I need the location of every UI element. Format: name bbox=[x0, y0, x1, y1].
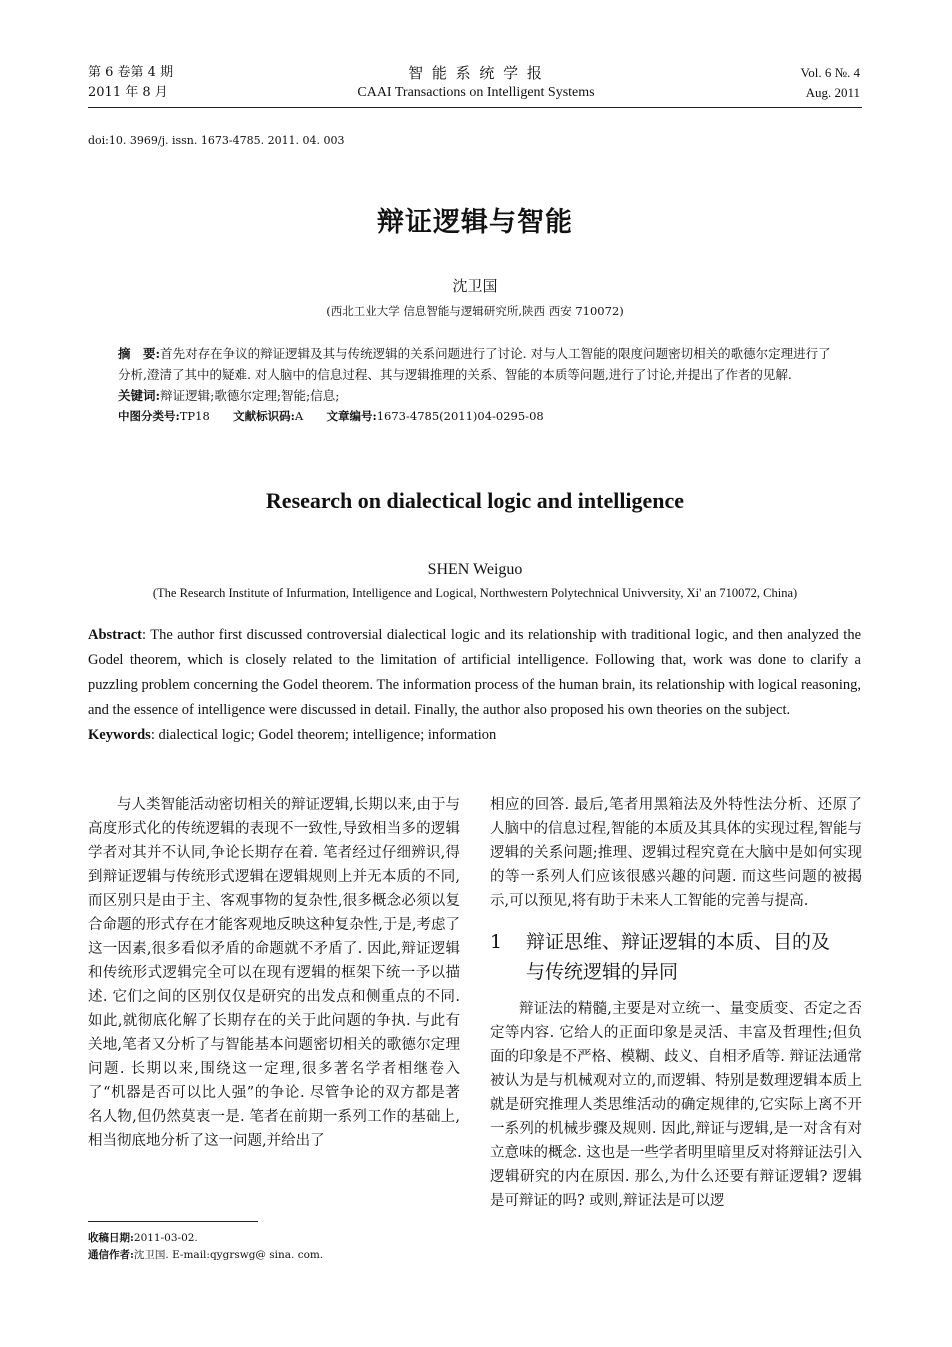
body-right-column bbox=[490, 793, 862, 1213]
doi: doi:10. 3969/j. issn. 1673-4785. 2011. 04. 003 bbox=[88, 134, 345, 147]
header-right bbox=[801, 63, 860, 103]
corresponding-author bbox=[88, 1247, 460, 1264]
page-title-en: Research on dialectical logic and intelligence bbox=[265, 488, 685, 513]
page-title-cn: 辩证逻辑与智能 bbox=[377, 207, 573, 238]
class-label: 中图分类号: bbox=[118, 409, 180, 423]
author-cn: 沈卫国 bbox=[452, 277, 498, 295]
corresp-label: 通信作者: bbox=[88, 1249, 134, 1261]
footnote-rule bbox=[88, 1221, 258, 1222]
section-heading bbox=[490, 927, 862, 987]
abstract-cn-label: 摘 要: bbox=[118, 346, 161, 361]
author-en: SHEN Weiguo bbox=[427, 561, 523, 578]
journal-volume-issue: 第 6 卷第 4 期 bbox=[88, 65, 174, 80]
body-paragraph: 相应的回答. 最后,笔者用黑箱法及外特性法分析、还原了人脑中的信息过程,智能的本质及其具体的实现过程,智能与逻辑的关系问题;推理、逻辑过程究竟在大脑中是如何实现的等一系列人们应该很感兴趣的问题. 而这些问题的被揭示,可以预见,将有助于未来人工智能的完善与提高. bbox=[490, 797, 862, 909]
keywords-en-text: : dialectical logic; Godel theorem; intelligence; information bbox=[150, 727, 497, 743]
volume-en: Vol. 6 №. 4 bbox=[800, 65, 860, 80]
abstract-cn bbox=[118, 343, 838, 427]
keywords-cn-text: 辩证逻辑;歌德尔定理;智能;信息; bbox=[160, 388, 340, 403]
journal-name-en: CAAI Transactions on Intelligent Systems bbox=[357, 85, 595, 100]
header-center bbox=[288, 63, 664, 103]
body-paragraph: 与人类智能活动密切相关的辩证逻辑,长期以来,由于与高度形式化的传统逻辑的表现不一致性,导致相当多的逻辑学者对其并不认同,争论长期存在着. 笔者经过仔细辨识,得到辩证逻辑与传统形式逻辑在逻辑规则上并无本质的不同,而区别只是由于主、客观事物的复杂性,很多概念必须以复合命题的形式存在才能客观地反映这种复杂性,于是,考虑了这一因素,很多看似矛盾的命题就不矛盾了. 因此,辩证逻辑和传统形式逻辑完全可以在现有逻辑的框架下统一予以描述. 它们之间的区别仅仅是研究的出发点和侧重点的不同. 如此,就彻底化解了长期存在的关于此问题的争执. 与此有关地,笔者又分析了与智能基本问题密切相关的歌德尔定理问题. 长期以来,围绕这一定理,很多著名学者相继卷入了“机器是否可以比人强”的争论. 尽管争论的双方都是著名人物,但仍然莫衷一是. 笔者在前期一系列工作的基础上,相当彻底地分析了这一问题,并给出了 bbox=[88, 797, 460, 1149]
body-left-column bbox=[88, 793, 460, 1153]
section-number: 1 bbox=[490, 931, 503, 953]
section-title-2: 与传统逻辑的异同 bbox=[526, 961, 679, 983]
journal-name-cn: 智 能 系 统 学 报 bbox=[408, 64, 544, 82]
footnote bbox=[88, 1230, 460, 1264]
corresp-value: 沈卫国. E-mail:qygrswg@ sina. com. bbox=[133, 1249, 324, 1261]
doc-code-value: A bbox=[294, 409, 304, 423]
header-left bbox=[88, 63, 173, 103]
abstract-cn-text: 首先对存在争议的辩证逻辑及其与传统逻辑的关系问题进行了讨论. 对与人工智能的限度问题密切相关的歌德尔定理进行了分析,澄清了其中的疑难. 对人脑中的信息过程、其与逻辑推理的关系、智能的本质等问题,进行了讨论,并提出了作者的见解. bbox=[118, 346, 831, 382]
journal-date: 2011 年 8 月 bbox=[88, 85, 168, 100]
keywords-en-label: Keywords bbox=[88, 727, 151, 743]
section-heading-line1 bbox=[490, 927, 862, 957]
affiliation-en: (The Research Institute of Infurmation, Intelligence and Logical, Northwestern Polytechnical Univversity, Xi' an 710072, China) bbox=[152, 586, 798, 600]
section-heading-line2 bbox=[490, 957, 862, 987]
abstract-en-label: Abstract bbox=[88, 627, 142, 643]
classification-line bbox=[118, 406, 838, 427]
keywords-cn bbox=[118, 385, 838, 406]
header-rule bbox=[88, 107, 862, 108]
keywords-en bbox=[88, 723, 861, 748]
received-date bbox=[88, 1230, 460, 1247]
abstract-en-body bbox=[88, 623, 861, 723]
keywords-cn-label: 关键词: bbox=[118, 388, 161, 403]
abstract-cn-body bbox=[118, 343, 838, 385]
doc-code-label: 文献标识码: bbox=[233, 409, 295, 423]
section-title-1: 辩证思维、辩证逻辑的本质、目的及 bbox=[526, 931, 831, 953]
article-no-label: 文章编号: bbox=[326, 409, 377, 423]
date-en: Aug. 2011 bbox=[805, 85, 860, 100]
article-no-value: 1673-4785(2011)04-0295-08 bbox=[376, 409, 544, 423]
affiliation-cn: (西北工业大学 信息智能与逻辑研究所,陕西 西安 710072) bbox=[326, 304, 624, 318]
body-paragraph: 辩证法的精髓,主要是对立统一、量变质变、否定之否定等内容. 它给人的正面印象是灵活、丰富及哲理性;但负面的印象是不严格、模糊、歧义、自相矛盾等. 辩证法通常被认为是与机械观对立的,而逻辑、特别是数理逻辑本质上就是研究推理人类思维活动的确定规律的,它实际上离不开一系列的机械步骤及规则. 因此,辩证与逻辑,是一对含有对立意味的概念. 这也是一些学者明里暗里反对将辩证法引入逻辑研究的内在原因. 那么,为什么还要有辩证逻辑? 逻辑是可辩证的吗? 或则,辩证法是可以逻 bbox=[490, 1001, 862, 1209]
abstract-en-text: : The author first discussed controversial dialectical logic and its relationship with traditional logic, and then analyzed the Godel theorem, which is closely related to the limitation of artificial intelligence. Following that, work was done to clarify a puzzling problem concerning the Godel theorem. The information process of the human brain, its relationship with logical reasoning, and the essence of intelligence were discussed in detail. Finally, the author also proposed his own theories on the subject. bbox=[88, 627, 861, 718]
received-value: 2011-03-02. bbox=[133, 1232, 198, 1244]
class-value: TP18 bbox=[179, 409, 210, 423]
received-label: 收稿日期: bbox=[88, 1232, 134, 1244]
abstract-en bbox=[88, 623, 861, 748]
